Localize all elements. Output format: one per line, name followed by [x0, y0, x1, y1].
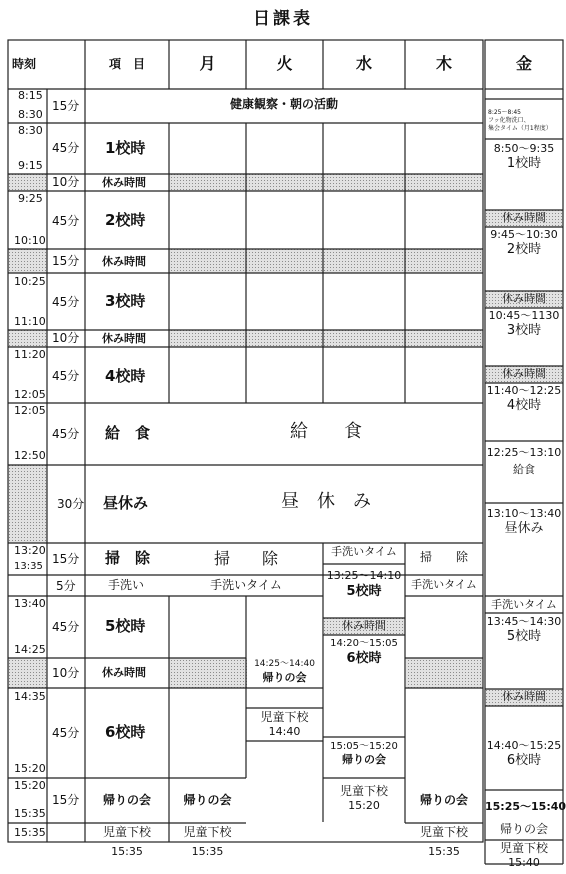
header-mon: 月 — [199, 54, 216, 73]
duration: 15分 — [52, 552, 80, 566]
duration: 10分 — [52, 666, 80, 680]
header-time: 時刻 — [12, 57, 37, 71]
tue-kaeri: 帰りの会 — [262, 671, 307, 684]
fri-break: 休み時間 — [502, 292, 546, 305]
noon-break-label: 昼休み — [103, 494, 149, 512]
duration: 45分 — [52, 726, 80, 740]
header-wed: 水 — [355, 54, 372, 73]
wed-break: 休み時間 — [342, 619, 386, 632]
wed-p5-time: 13:25～14:10 — [326, 569, 402, 582]
time-end: 14:25 — [14, 643, 46, 656]
time-start: 10:25 — [14, 275, 46, 288]
duration: 30分 — [57, 497, 85, 511]
fri-noon: 昼休み — [504, 521, 544, 536]
fri-break: 休み時間 — [502, 211, 546, 224]
time-end: 13:35 — [14, 561, 43, 572]
tue-gekou: 児童下校 — [260, 710, 309, 724]
duration: 5分 — [56, 579, 76, 593]
fri-lunch: 給食 — [513, 463, 535, 476]
mon-gekou-time: 15:35 — [191, 845, 224, 858]
wed-handwash: 手洗いタイム — [331, 545, 397, 558]
fri-note-line: フッ化物洗口、 — [488, 117, 530, 124]
time-start: 11:20 — [14, 348, 46, 361]
break-label: 休み時間 — [102, 332, 146, 345]
fri-p5: 5校時 — [506, 629, 542, 644]
fri-handwash: 手洗いタイム — [491, 598, 557, 611]
break-label: 休み時間 — [102, 255, 146, 268]
fri-note-time: 8:25～8:45 — [488, 109, 521, 116]
duration: 10分 — [52, 331, 80, 345]
fri-note-line: 集会タイム（月1程度） — [488, 125, 552, 132]
wed-kaeri: 帰りの会 — [342, 753, 386, 766]
fri-p1: 1校時 — [506, 156, 542, 171]
thu-kaeri: 帰りの会 — [419, 793, 468, 807]
duration: 15分 — [52, 99, 80, 113]
time-end: 15:20 — [14, 762, 46, 775]
thu-cleaning: 掃 除 — [419, 550, 468, 564]
fri-p4: 4校時 — [506, 398, 542, 413]
fri-gekou: 児童下校 — [499, 841, 548, 855]
time-start: 14:35 — [14, 690, 46, 703]
duration: 45分 — [52, 620, 80, 634]
fri-p3-time: 10:45～1130 — [488, 309, 560, 322]
fri-kaeri: 帰りの会 — [499, 822, 548, 836]
kaeri-label: 帰りの会 — [103, 793, 152, 807]
duration: 15分 — [52, 793, 80, 807]
wed-gekou-time: 15:20 — [348, 799, 380, 812]
duration: 45分 — [52, 214, 80, 228]
fri-p3: 3校時 — [506, 323, 542, 338]
thu-gekou-time: 15:35 — [428, 845, 460, 858]
duration: 15分 — [52, 254, 80, 268]
fri-p6: 6校時 — [506, 753, 542, 768]
activity-label: 健康観察・朝の活動 — [229, 97, 338, 111]
fri-p2-time: 9:45～10:30 — [490, 228, 558, 241]
wed-p5: 5校時 — [346, 584, 382, 599]
duration: 45分 — [52, 141, 80, 155]
time-end: 15:35 — [14, 807, 46, 820]
time-end: 11:10 — [14, 315, 46, 328]
fri-p2: 2校時 — [506, 242, 542, 257]
tue-gekou-time: 14:40 — [268, 725, 301, 738]
thu-gekou: 児童下校 — [419, 825, 468, 839]
period-label: 4校時 — [105, 367, 146, 385]
time-start: 8:15 — [18, 89, 43, 102]
break-label: 休み時間 — [102, 176, 146, 189]
time-start: 8:30 — [18, 124, 43, 137]
time-start: 15:20 — [14, 779, 46, 792]
lunch-label: 給 食 — [105, 424, 151, 442]
fri-p4-time: 11:40～12:25 — [486, 384, 562, 397]
grid-lines — [8, 40, 566, 864]
duration: 45分 — [52, 427, 80, 441]
duration: 10分 — [52, 175, 80, 189]
wed-kaeri-time: 15:05～15:20 — [330, 741, 398, 752]
gekou-label: 児童下校 — [102, 825, 151, 839]
mon-kaeri: 帰りの会 — [183, 793, 232, 807]
tue-kaeri-time: 14:25～14:40 — [254, 659, 315, 669]
fri-p6-time: 14:40～15:25 — [486, 739, 562, 752]
break-label: 休み時間 — [102, 666, 146, 679]
period-label: 5校時 — [105, 617, 146, 635]
time-start: 9:25 — [18, 192, 43, 205]
handwash-span: 手洗いタイム — [210, 578, 282, 592]
fri-gekou-time: 15:40 — [508, 856, 540, 869]
fri-p1-time: 8:50～9:35 — [493, 142, 555, 155]
header-item: 項 目 — [108, 57, 145, 71]
lunch-span: 給 食 — [290, 421, 362, 442]
time-start: 13:40 — [14, 597, 46, 610]
header-thu: 木 — [435, 54, 452, 73]
duration: 45分 — [52, 295, 80, 309]
period-label: 6校時 — [105, 723, 146, 741]
cleaning-span: 掃 除 — [213, 549, 278, 568]
time-end: 9:15 — [18, 159, 43, 172]
time-start: 12:05 — [14, 404, 46, 417]
wed-gekou: 児童下校 — [339, 784, 388, 798]
time-end: 10:10 — [14, 234, 46, 247]
header-tue: 火 — [276, 54, 293, 73]
duration: 45分 — [52, 369, 80, 383]
cleaning-label: 掃 除 — [105, 549, 151, 567]
fri-kaeri-time: 15:25～15:40 — [485, 800, 566, 813]
time-start: 15:35 — [14, 826, 46, 839]
period-label: 1校時 — [105, 139, 146, 157]
fri-break: 休み時間 — [502, 690, 546, 703]
mon-gekou: 児童下校 — [183, 825, 232, 839]
time-start: 13:20 — [14, 544, 46, 557]
wed-p6-time: 14:20～15:05 — [330, 638, 398, 649]
gekou-time: 15:35 — [111, 845, 143, 858]
page-title: 日課表 — [253, 9, 313, 29]
period-label: 2校時 — [105, 211, 146, 229]
thu-handwash: 手洗いタイム — [411, 578, 477, 591]
fri-noon-time: 13:10～13:40 — [486, 507, 562, 520]
handwash-label: 手洗い — [108, 578, 145, 592]
time-end: 12:50 — [14, 449, 46, 462]
time-end: 12:05 — [14, 388, 46, 401]
fri-break: 休み時間 — [502, 367, 546, 380]
fri-lunch-time: 12:25～13:10 — [486, 446, 562, 459]
wed-p6: 6校時 — [346, 651, 382, 666]
period-label: 3校時 — [105, 292, 146, 310]
noon-break-span: 昼 休 み — [281, 491, 371, 512]
time-end: 8:30 — [18, 108, 43, 121]
header-fri: 金 — [515, 54, 532, 73]
fri-p5-time: 13:45～14:30 — [486, 615, 562, 628]
